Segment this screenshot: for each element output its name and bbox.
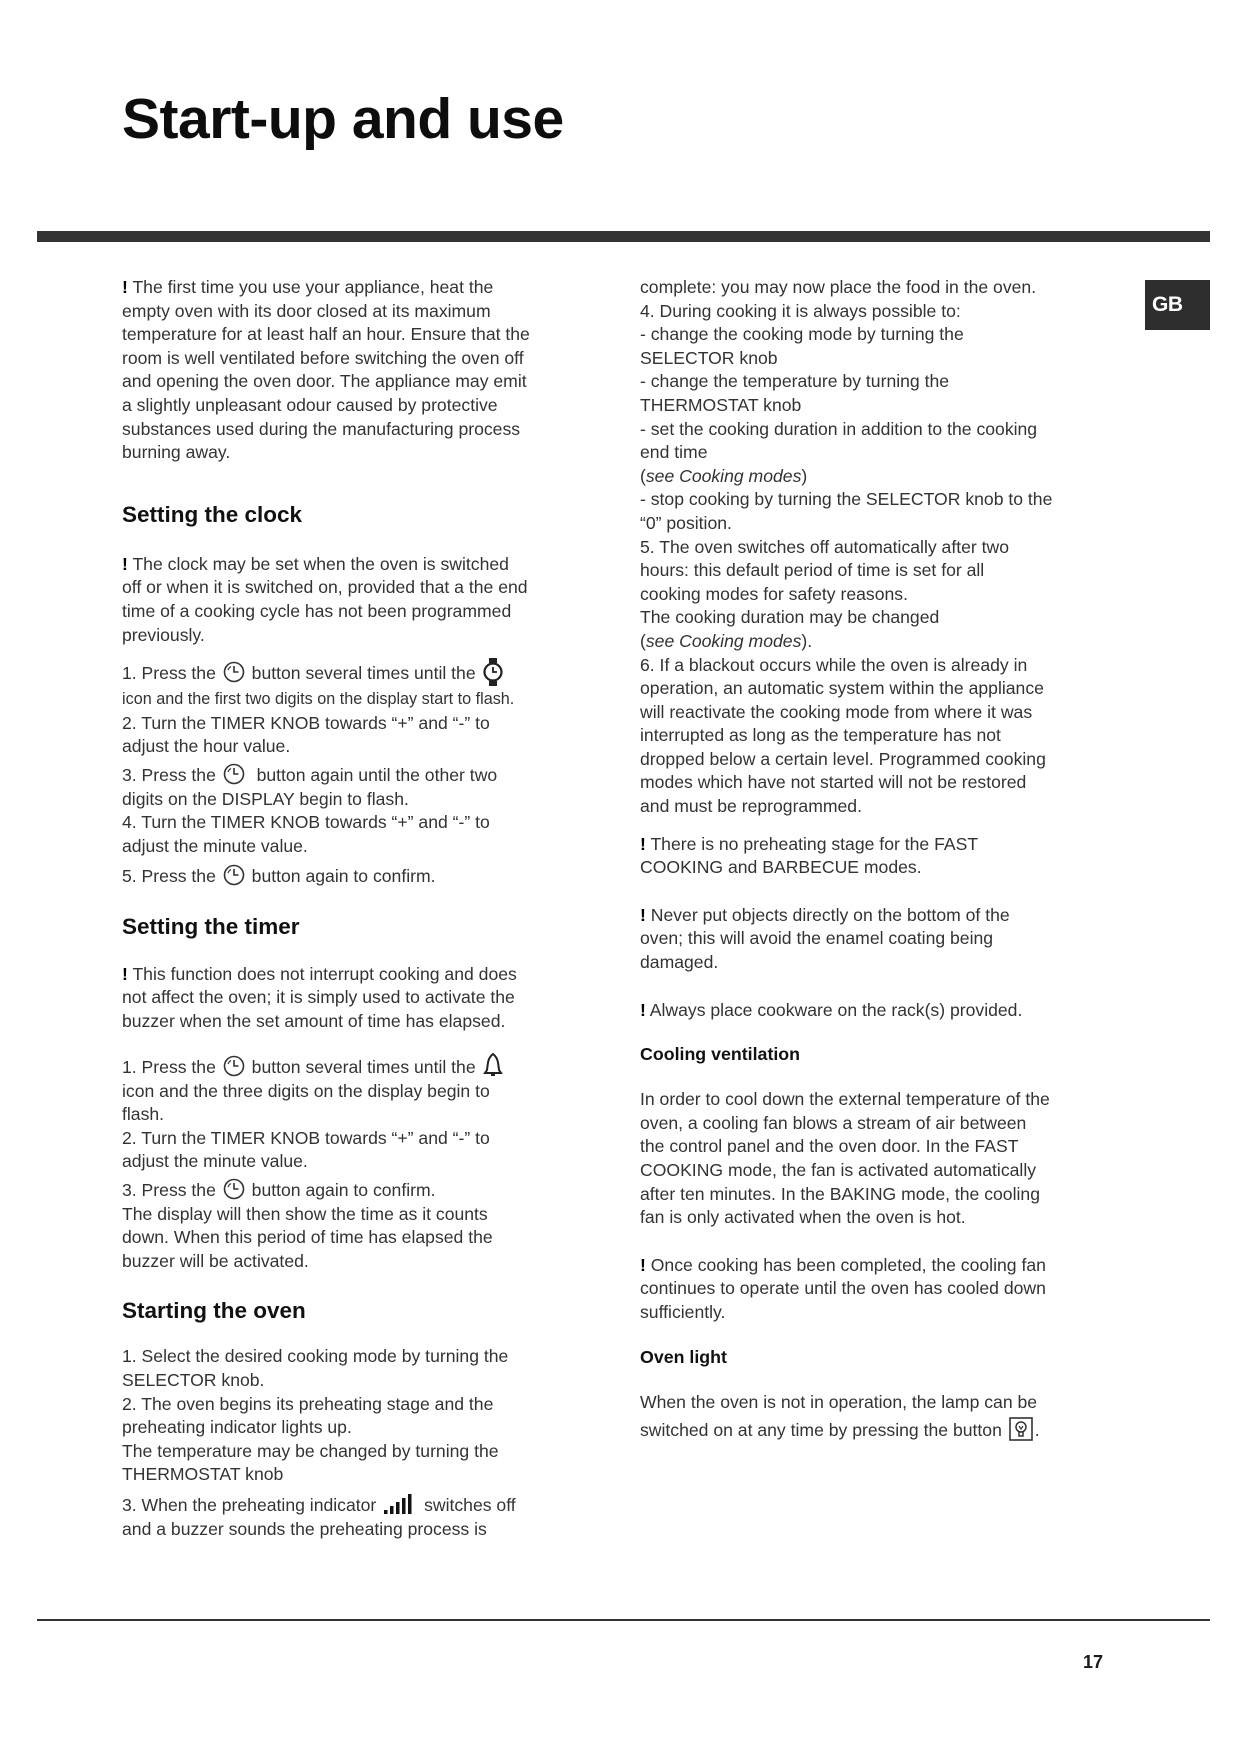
- bottom-note: ! Never put objects directly on the bottom of the oven; this will avoid the enamel coating being damaged.: [640, 904, 1010, 973]
- clock-button-icon: [223, 763, 245, 785]
- oven-steps: 1. Select the desired cooking mode by turning the SELECTOR knob. 2. The oven begins its preheating stage and the preheating indicator lights up. The temperature may be changed by turning the THERMOSTAT knob: [122, 1346, 509, 1485]
- language-tab: GB: [1145, 280, 1210, 330]
- clock-button-icon: [223, 1055, 245, 1077]
- watch-icon: [483, 657, 503, 687]
- heading-setting-the-timer: Setting the timer: [122, 913, 300, 939]
- clock-step-1: 1. Press the button several times until the icon and the first two digits on the display start to flash. 2. Turn the TIMER KNOB towards “+” and “-” to adjust the hour value.: [122, 657, 592, 759]
- exclamation-icon: !: [122, 963, 128, 984]
- clock-button-icon: [223, 1178, 245, 1200]
- heading-setting-the-clock: Setting the clock: [122, 501, 303, 527]
- preheat-note: ! There is no preheating stage for the FAST COOKING and BARBECUE modes.: [640, 833, 979, 878]
- footer-rule: [37, 1619, 1210, 1621]
- preheating-indicator-icon: [383, 1493, 417, 1515]
- lamp-button-icon: [1009, 1417, 1033, 1441]
- right-column: [640, 276, 1105, 1446]
- clock-step-3: 3. Press the button again until the other two digits on the DISPLAY begin to flash. 4. Turn the TIMER KNOB towards “+” and “-” to adjust the minute value.: [122, 764, 498, 856]
- exclamation-icon: !: [122, 277, 128, 297]
- oven-step-3: 3. When the preheating indicator switches off and a buzzer sounds the preheating process is: [122, 1494, 516, 1539]
- oven-light-body: When the oven is not in operation, the lamp can be switched on at any time by pressing the button .: [640, 1391, 1040, 1441]
- exclamation-icon: !: [640, 1254, 646, 1275]
- clock-step-5: 5. Press the button again to confirm.: [122, 866, 436, 887]
- rack-note: ! Always place cookware on the rack(s) provided.: [640, 999, 1023, 1020]
- page-number: 17: [1083, 1652, 1104, 1672]
- left-column: [122, 276, 592, 1541]
- clock-note: ! The clock may be set when the oven is switched off or when it is switched on, provided that a the end time of a cooking cycle has not been programmed previously.: [122, 553, 528, 645]
- intro-warning: ! The first time you use your appliance, heat the empty oven with its door closed at its maximum temperature for at least half an hour. Ensure that the room is well ventilated before switching the oven off and opening the oven door. The appliance may emit a slightly unpleasant odour caused by protective substances used during the manufacturing process burning away.: [122, 277, 530, 463]
- exclamation-icon: !: [640, 833, 646, 854]
- clock-button-icon: [223, 864, 245, 886]
- header-rule: [37, 231, 1210, 242]
- cooling-note: ! Once cooking has been completed, the cooling fan continues to operate until the oven has cooled down sufficiently.: [640, 1254, 1046, 1322]
- timer-step-3: 3. Press the button again to confirm. The display will then show the time as it counts down. When this period of time has elapsed the buzzer will be activated.: [122, 1180, 493, 1271]
- exclamation-icon: !: [640, 904, 646, 925]
- heading-cooling-ventilation: Cooling ventilation: [640, 1044, 801, 1065]
- exclamation-icon: !: [122, 553, 128, 574]
- clock-button-icon: [223, 661, 245, 683]
- timer-step-1: 1. Press the button several times until the icon and the three digits on the display begin to flash. 2. Turn the TIMER KNOB towards “+” and “-” to adjust the minute value.: [122, 1052, 592, 1174]
- heading-starting-the-oven: Starting the oven: [122, 1298, 306, 1324]
- bell-icon: [483, 1052, 503, 1078]
- see-cooking-modes-ref: (see Cooking modes): [640, 465, 808, 486]
- page-title: Start-up and use: [122, 87, 564, 151]
- cooking-continued: complete: you may now place the food in the oven. 4. During cooking it is always possible to: - change the cooking mode by turning the SELECTOR knob - change the temperature by turning the THERMOSTAT knob - set the cooking duration in addition to the cooking end time (see Cooking modes) - stop cooking by turning the SELECTOR knob to the “0” position. 5. The oven switches off automatically after two hours: this default period of time is set for all cooking modes for safety reasons. The cooking duration may be changed (see Cooking modes). 6. If a blackout occurs while the oven is already in operation, an automatic system within the appliance will reactivate the cooking mode from where it was interrupted as long as the temperature has not dropped below a certain level. Programmed cooking modes which have not started will not be restored and must be reprogrammed.: [640, 276, 1105, 819]
- timer-note: ! This function does not interrupt cooking and does not affect the oven; it is simply used to activate the buzzer when the set amount of time has elapsed.: [122, 963, 517, 1032]
- see-cooking-modes-ref: (see Cooking modes).: [640, 630, 813, 651]
- heading-oven-light: Oven light: [640, 1346, 727, 1367]
- cooling-body: In order to cool down the external temperature of the oven, a cooling fan blows a stream of air between the control panel and the oven door. In the FAST COOKING mode, the fan is activated automatically after ten minutes. In the BAKING mode, the cooling fan is only activated when the oven is hot.: [640, 1089, 1050, 1228]
- exclamation-icon: !: [640, 999, 646, 1020]
